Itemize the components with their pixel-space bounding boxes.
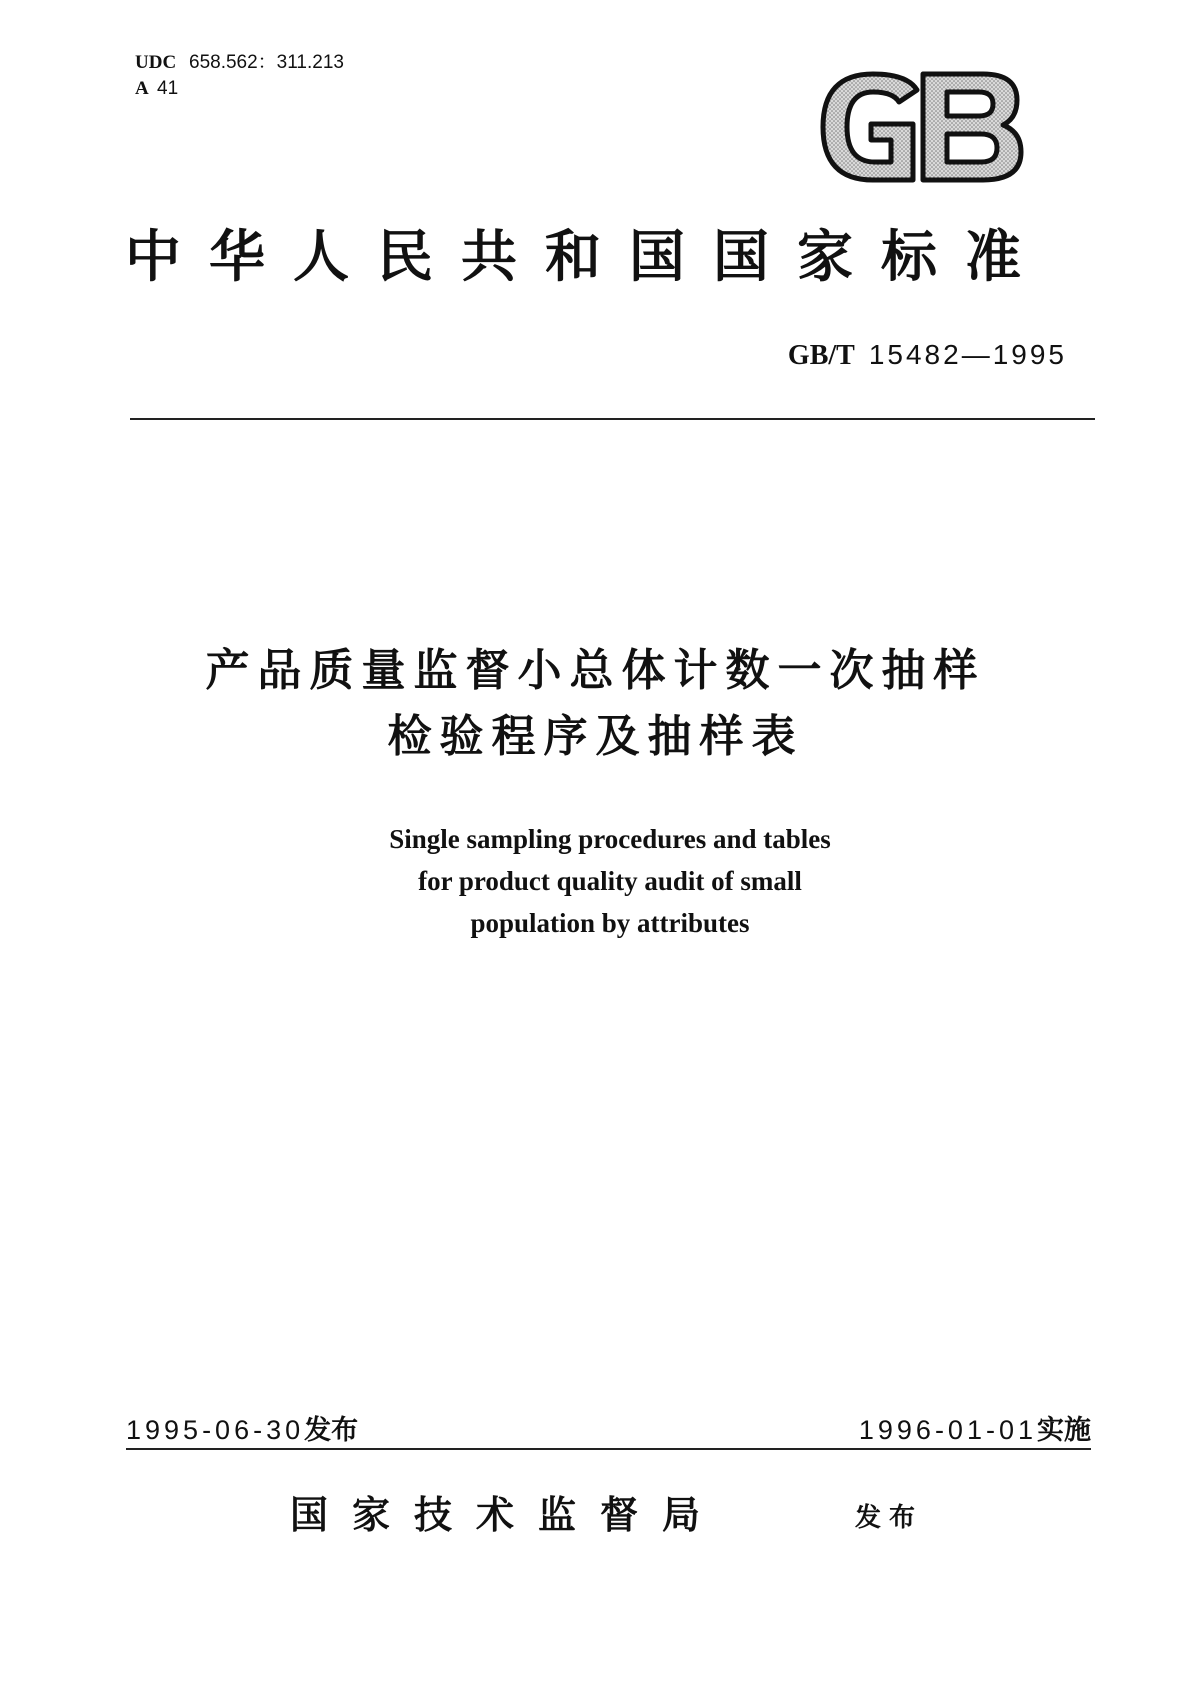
category-value: 41: [157, 78, 179, 99]
chinese-title-line-1: 产品质量监督小总体计数一次抽样: [205, 645, 986, 696]
udc-label: UDC: [135, 52, 177, 73]
classification-codes: [135, 50, 344, 102]
udc-value: 658.562：311.213: [189, 52, 344, 73]
bottom-divider: [126, 1448, 1091, 1450]
issuing-authority: 国家技术监督局: [290, 1492, 725, 1537]
gb-logo: [815, 70, 1025, 184]
effective-date-value: 1996-01-01: [858, 1415, 1037, 1445]
issue-date-suffix: 发布: [304, 1415, 359, 1446]
issue-date-value: 1995-06-30: [126, 1415, 305, 1445]
standard-prefix: GB/T: [787, 340, 855, 371]
english-title-line-1: Single sampling procedures and tables: [389, 824, 831, 854]
english-title-line-2: for product quality audit of small: [418, 866, 802, 896]
chinese-title: [0, 638, 1191, 770]
english-title: [0, 818, 1191, 944]
effective-date-suffix: 实施: [1037, 1415, 1091, 1446]
issue-date: [126, 1408, 358, 1447]
logo-letter-g: [823, 74, 917, 180]
udc-line: [135, 50, 344, 76]
chinese-title-line-2: 检验程序及抽样表: [387, 711, 804, 762]
top-divider: [130, 418, 1095, 420]
effective-date: [859, 1408, 1091, 1447]
logo-letter-b: [923, 74, 1021, 180]
category-label: A: [135, 78, 149, 99]
english-title-line-3: population by attributes: [470, 908, 750, 938]
dates-row: [126, 1408, 1091, 1448]
standard-number: [788, 338, 1067, 372]
category-line: [135, 76, 344, 102]
standard-number-value: 15482—1995: [868, 339, 1067, 370]
national-standard-title: 中华人民共和国国家标准: [125, 224, 1049, 290]
issuing-action: 发布: [855, 1503, 924, 1533]
